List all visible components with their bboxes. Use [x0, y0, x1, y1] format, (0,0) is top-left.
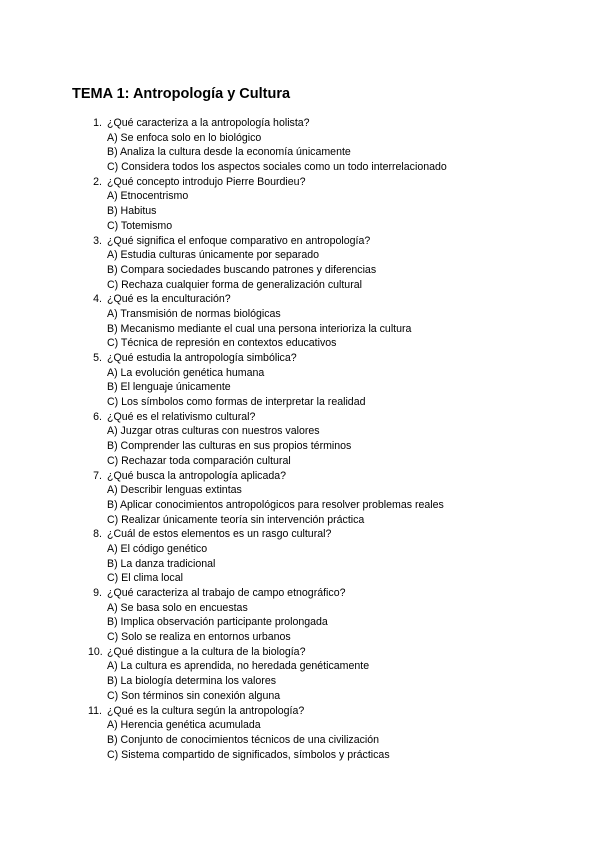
answer-option: B) El lenguaje únicamente: [107, 381, 231, 394]
answer-option: A) Se basa solo en encuestas: [107, 601, 248, 614]
question-row: [88, 586, 588, 601]
answer-option: B) Habitus: [107, 205, 157, 218]
answer-option: B) La biología determina los valores: [107, 675, 277, 688]
answer-option: A) La cultura es aprendida, no heredada genéticamente: [107, 660, 370, 673]
question-number: 8.: [93, 528, 102, 541]
answer-option: A) Se enfoca solo en lo biológico: [107, 131, 262, 144]
question-item: [88, 175, 588, 234]
question-text: ¿Qué distingue a la cultura de la biología?: [107, 645, 306, 658]
question-text: ¿Qué es el relativismo cultural?: [107, 410, 256, 423]
question-number: 1.: [93, 117, 102, 129]
question-item: [88, 351, 588, 410]
question-number: 11.: [88, 704, 102, 717]
question-item: [88, 586, 588, 645]
question-text: ¿Qué caracteriza a la antropología holista?: [107, 117, 310, 129]
answer-option: B) Implica observación participante prolongada: [107, 616, 328, 629]
answer-option: C) Rechazar toda comparación cultural: [107, 454, 291, 467]
question-number: 10.: [88, 645, 103, 658]
answer-option: A) El código genético: [107, 542, 208, 555]
answer-option: C) Son términos sin conexión alguna: [107, 689, 281, 702]
question-row: [88, 469, 588, 484]
question-text: ¿Qué significa el enfoque comparativo en antropología?: [107, 234, 371, 247]
question-number: 9.: [93, 587, 102, 599]
answer-option: A) Describir lenguas extintas: [107, 484, 242, 497]
answer-option: C) Considera todos los aspectos sociales como un todo interrelacionado: [107, 161, 447, 174]
question-number: 6.: [93, 410, 102, 423]
question-item: [88, 704, 588, 763]
answer-option: C) Sistema compartido de significados, símbolos y prácticas: [107, 748, 390, 761]
answer-option: A) Herencia genética acumulada: [107, 719, 261, 732]
question-text: ¿Cuál de estos elementos es un rasgo cultural?: [107, 528, 332, 541]
question-row: [88, 527, 588, 542]
answer-option: B) Aplicar conocimientos antropológicos para resolver problemas reales: [107, 498, 444, 511]
question-number: 3.: [93, 234, 102, 247]
question-row: [88, 292, 588, 307]
answer-option: C) Solo se realiza en entornos urbanos: [107, 631, 291, 644]
question-row: [88, 645, 588, 660]
question-row: [88, 704, 588, 719]
answer-option: B) Compara sociedades buscando patrones y diferencias: [107, 263, 377, 276]
question-item: [88, 116, 588, 175]
answer-option: A) Juzgar otras culturas con nuestros valores: [107, 425, 320, 438]
question-text: ¿Qué es la cultura según la antropología?: [107, 704, 305, 717]
question-row: [88, 234, 588, 249]
answer-option: C) Rechaza cualquier forma de generalización cultural: [107, 278, 362, 291]
question-row: [88, 410, 588, 425]
question-row: [88, 175, 588, 190]
page-title: TEMA 1: Antropología y Cultura: [72, 86, 291, 102]
answer-option: C) Totemismo: [107, 219, 173, 232]
answer-option: C) Técnica de represión en contextos educativos: [107, 337, 337, 350]
answer-option: B) Analiza la cultura desde la economía únicamente: [107, 146, 351, 159]
answer-option: B) La danza tradicional: [107, 557, 216, 570]
question-text: ¿Qué concepto introdujo Pierre Bourdieu?: [107, 175, 306, 188]
answer-option: C) Realizar únicamente teoría sin intervención práctica: [107, 513, 365, 526]
question-item: [88, 469, 588, 528]
answer-option: B) Comprender las culturas en sus propios términos: [107, 440, 352, 453]
answer-option: A) Etnocentrismo: [107, 190, 189, 203]
question-row: [88, 351, 588, 366]
question-text: ¿Qué es la enculturación?: [107, 293, 231, 306]
question-number: 4.: [93, 293, 102, 306]
answer-option: C) El clima local: [107, 572, 183, 585]
answer-option: A) La evolución genética humana: [107, 366, 265, 379]
question-text: ¿Qué busca la antropología aplicada?: [107, 469, 287, 482]
answer-option: A) Transmisión de normas biológicas: [107, 307, 281, 320]
question-item: [88, 234, 588, 293]
answer-option: A) Estudia culturas únicamente por separado: [107, 249, 319, 262]
answer-option: C) Los símbolos como formas de interpretar la realidad: [107, 396, 366, 409]
question-item: [88, 527, 588, 586]
question-item: [88, 645, 588, 704]
question-text: ¿Qué caracteriza al trabajo de campo etnográfico?: [107, 587, 346, 599]
question-number: 2.: [93, 175, 102, 188]
answer-option: B) Conjunto de conocimientos técnicos de una civilización: [107, 733, 380, 746]
question-number: 5.: [93, 352, 102, 364]
question-list: [88, 116, 588, 762]
question-text: ¿Qué estudia la antropología simbólica?: [107, 352, 297, 364]
question-number: 7.: [93, 469, 102, 482]
question-item: [88, 410, 588, 469]
question-row: [88, 116, 588, 131]
answer-option: B) Mecanismo mediante el cual una persona interioriza la cultura: [107, 322, 412, 335]
question-item: [88, 292, 588, 351]
